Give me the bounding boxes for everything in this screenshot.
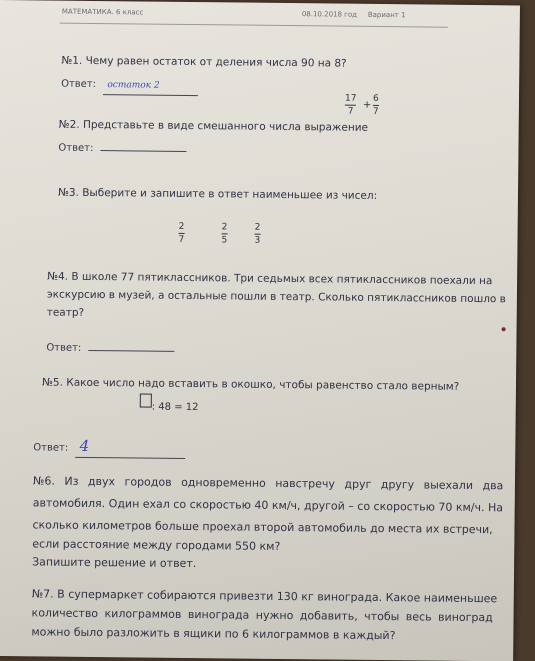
page-header xyxy=(61,7,442,20)
q4-text-line-2: экскурсию в музей, а остальные пошли в театр. Сколько пятиклассников пошло в xyxy=(46,288,506,306)
q5-answer-field[interactable] xyxy=(75,437,185,459)
q3-fraction-3 xyxy=(254,223,260,246)
q2-fraction-a-numerator: 17 xyxy=(344,93,357,104)
q2-answer-field[interactable] xyxy=(101,138,187,152)
q2-answer-row xyxy=(58,138,186,159)
q1-text: №1. Чему равен остаток от деления числа 90 на 8? xyxy=(61,54,347,70)
q6-text-line-3: сколько километров больше проехал второй автомобиль до места их встречи, xyxy=(32,518,493,537)
q4-text-line-3: театр? xyxy=(46,306,85,319)
q2-plus-sign: + xyxy=(362,99,372,111)
q3-fraction-2-denominator: 5 xyxy=(221,235,228,246)
q5-empty-box[interactable] xyxy=(140,393,152,407)
paper-mark xyxy=(502,327,506,331)
q1-answer-field[interactable] xyxy=(103,75,198,96)
q1-answer-label: Ответ: xyxy=(61,78,97,91)
q5-text: №5. Какое число надо вставить в окошко, чтобы равенство стало верным? xyxy=(41,376,460,393)
q4-answer-field[interactable] xyxy=(89,338,175,352)
q5-answer-label: Ответ: xyxy=(33,442,69,454)
q7-text-line-2: количество килограммов винограда нужно добавить, чтобы весь виноград xyxy=(31,606,493,625)
q3-fraction-1-numerator: 2 xyxy=(178,221,185,232)
q5-handwritten-answer: 4 xyxy=(79,436,90,455)
q3-fraction-2 xyxy=(221,222,227,245)
q2-text: №2. Представьте в виде смешанного числа выражение xyxy=(58,118,369,134)
q2-fraction-b-numerator: 6 xyxy=(372,93,379,104)
q5-answer-row xyxy=(33,436,185,459)
fraction-bar xyxy=(222,233,228,234)
q6-text-line-5: Запишите решение и ответ. xyxy=(32,555,197,571)
fraction-bar xyxy=(373,105,379,106)
q3-fraction-3-numerator: 2 xyxy=(254,222,261,233)
q2-fraction-a xyxy=(345,94,357,117)
q3-fraction-3-denominator: 3 xyxy=(254,235,261,246)
q4-text-line-1: №4. В школе 77 пятиклассников. Три седьмых всех пятиклассников поехали на xyxy=(47,270,493,288)
q1-handwritten-answer: остаток 2 xyxy=(107,80,160,91)
header-divider xyxy=(60,23,448,28)
header-subject: МАТЕМАТИКА. 6 класс xyxy=(61,7,144,17)
q2-fraction-a-denominator: 7 xyxy=(347,106,354,117)
fraction-bar xyxy=(179,233,185,234)
q4-answer-row xyxy=(46,338,174,359)
q2-answer-label: Ответ: xyxy=(58,142,94,154)
q5-equation: : 48 = 12 xyxy=(151,401,199,414)
q6-text-line-4: если расстояние между городами 550 км? xyxy=(32,537,281,553)
q6-text-line-1: №6. Из двух городов одновременно навстречу друг другу выехали два xyxy=(32,474,504,493)
q7-text-line-1: №7. В супермаркет собираются привезти 130 кг винограда. Какое наименьшее xyxy=(31,587,498,606)
fraction-bar xyxy=(255,234,261,235)
q3-text: №3. Выберите и запишите в ответ наименьшее из чисел: xyxy=(57,186,378,202)
q4-answer-label: Ответ: xyxy=(46,342,82,354)
q1-answer-row xyxy=(61,75,198,96)
q3-fraction-1-denominator: 7 xyxy=(178,234,185,245)
fraction-bar xyxy=(345,105,356,106)
q2-fraction-b xyxy=(373,94,379,117)
header-date: 08.10.2018 год xyxy=(301,10,358,19)
q7-text-line-3: можно было разложить в ящики по 6 килограммов в каждый? xyxy=(31,625,396,643)
q3-fraction-1 xyxy=(178,222,184,245)
q6-text-line-2: автомобиля. Один ехал со скоростью 40 км/ч, другой – со скоростью 70 км/ч. На xyxy=(32,496,504,515)
q2-fraction-b-denominator: 7 xyxy=(372,106,379,117)
header-variant: Вариант 1 xyxy=(367,10,406,20)
q3-fraction-2-numerator: 2 xyxy=(221,222,228,233)
